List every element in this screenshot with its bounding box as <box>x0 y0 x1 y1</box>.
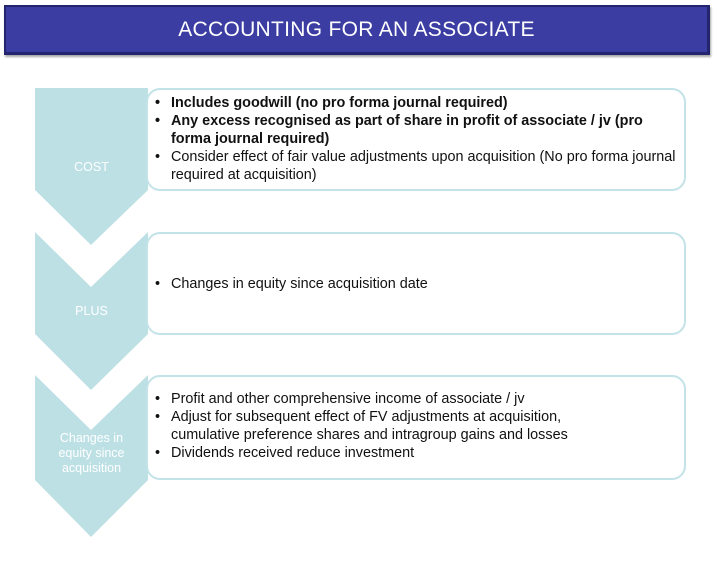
step-label-changes: Changes in equity since acquisition <box>58 431 125 475</box>
bullet-dot-icon: • <box>155 445 161 461</box>
bullet-item: • Adjust for subsequent effect of FV adjustments at acquisition, cumulative preference shares and intragroup gains and losses <box>155 409 568 443</box>
bullet-item: • Dividends received reduce investment <box>155 445 415 461</box>
bullet-item: • Profit and other comprehensive income of associate / jv <box>155 391 525 407</box>
bullet-item: • Changes in equity since acquisition date <box>155 276 428 292</box>
step-label-plus: PLUS <box>75 304 108 318</box>
bullet-dot-icon: • <box>155 409 161 425</box>
bullet-list-changes <box>155 390 625 462</box>
bullet-dot-icon: • <box>155 95 161 111</box>
bullet-dot-icon: • <box>155 149 161 165</box>
bullet-item: • Any excess recognised as part of share in profit of associate / jv (pro forma journal required) <box>155 113 643 147</box>
bullet-dot-icon: • <box>155 391 161 407</box>
bullet-dot-icon: • <box>155 113 161 129</box>
bullet-item: • Includes goodwill (no pro forma journal required) <box>155 95 508 111</box>
bullet-dot-icon: • <box>155 276 161 292</box>
bullet-list-cost <box>155 94 685 184</box>
step-label-cost: COST <box>74 160 109 174</box>
bullet-list-plus <box>155 275 685 293</box>
page-title: ACCOUNTING FOR AN ASSOCIATE <box>178 17 535 41</box>
bullet-item: • Consider effect of fair value adjustments upon acquisition (No pro forma journal required at acquisition) <box>155 149 676 183</box>
